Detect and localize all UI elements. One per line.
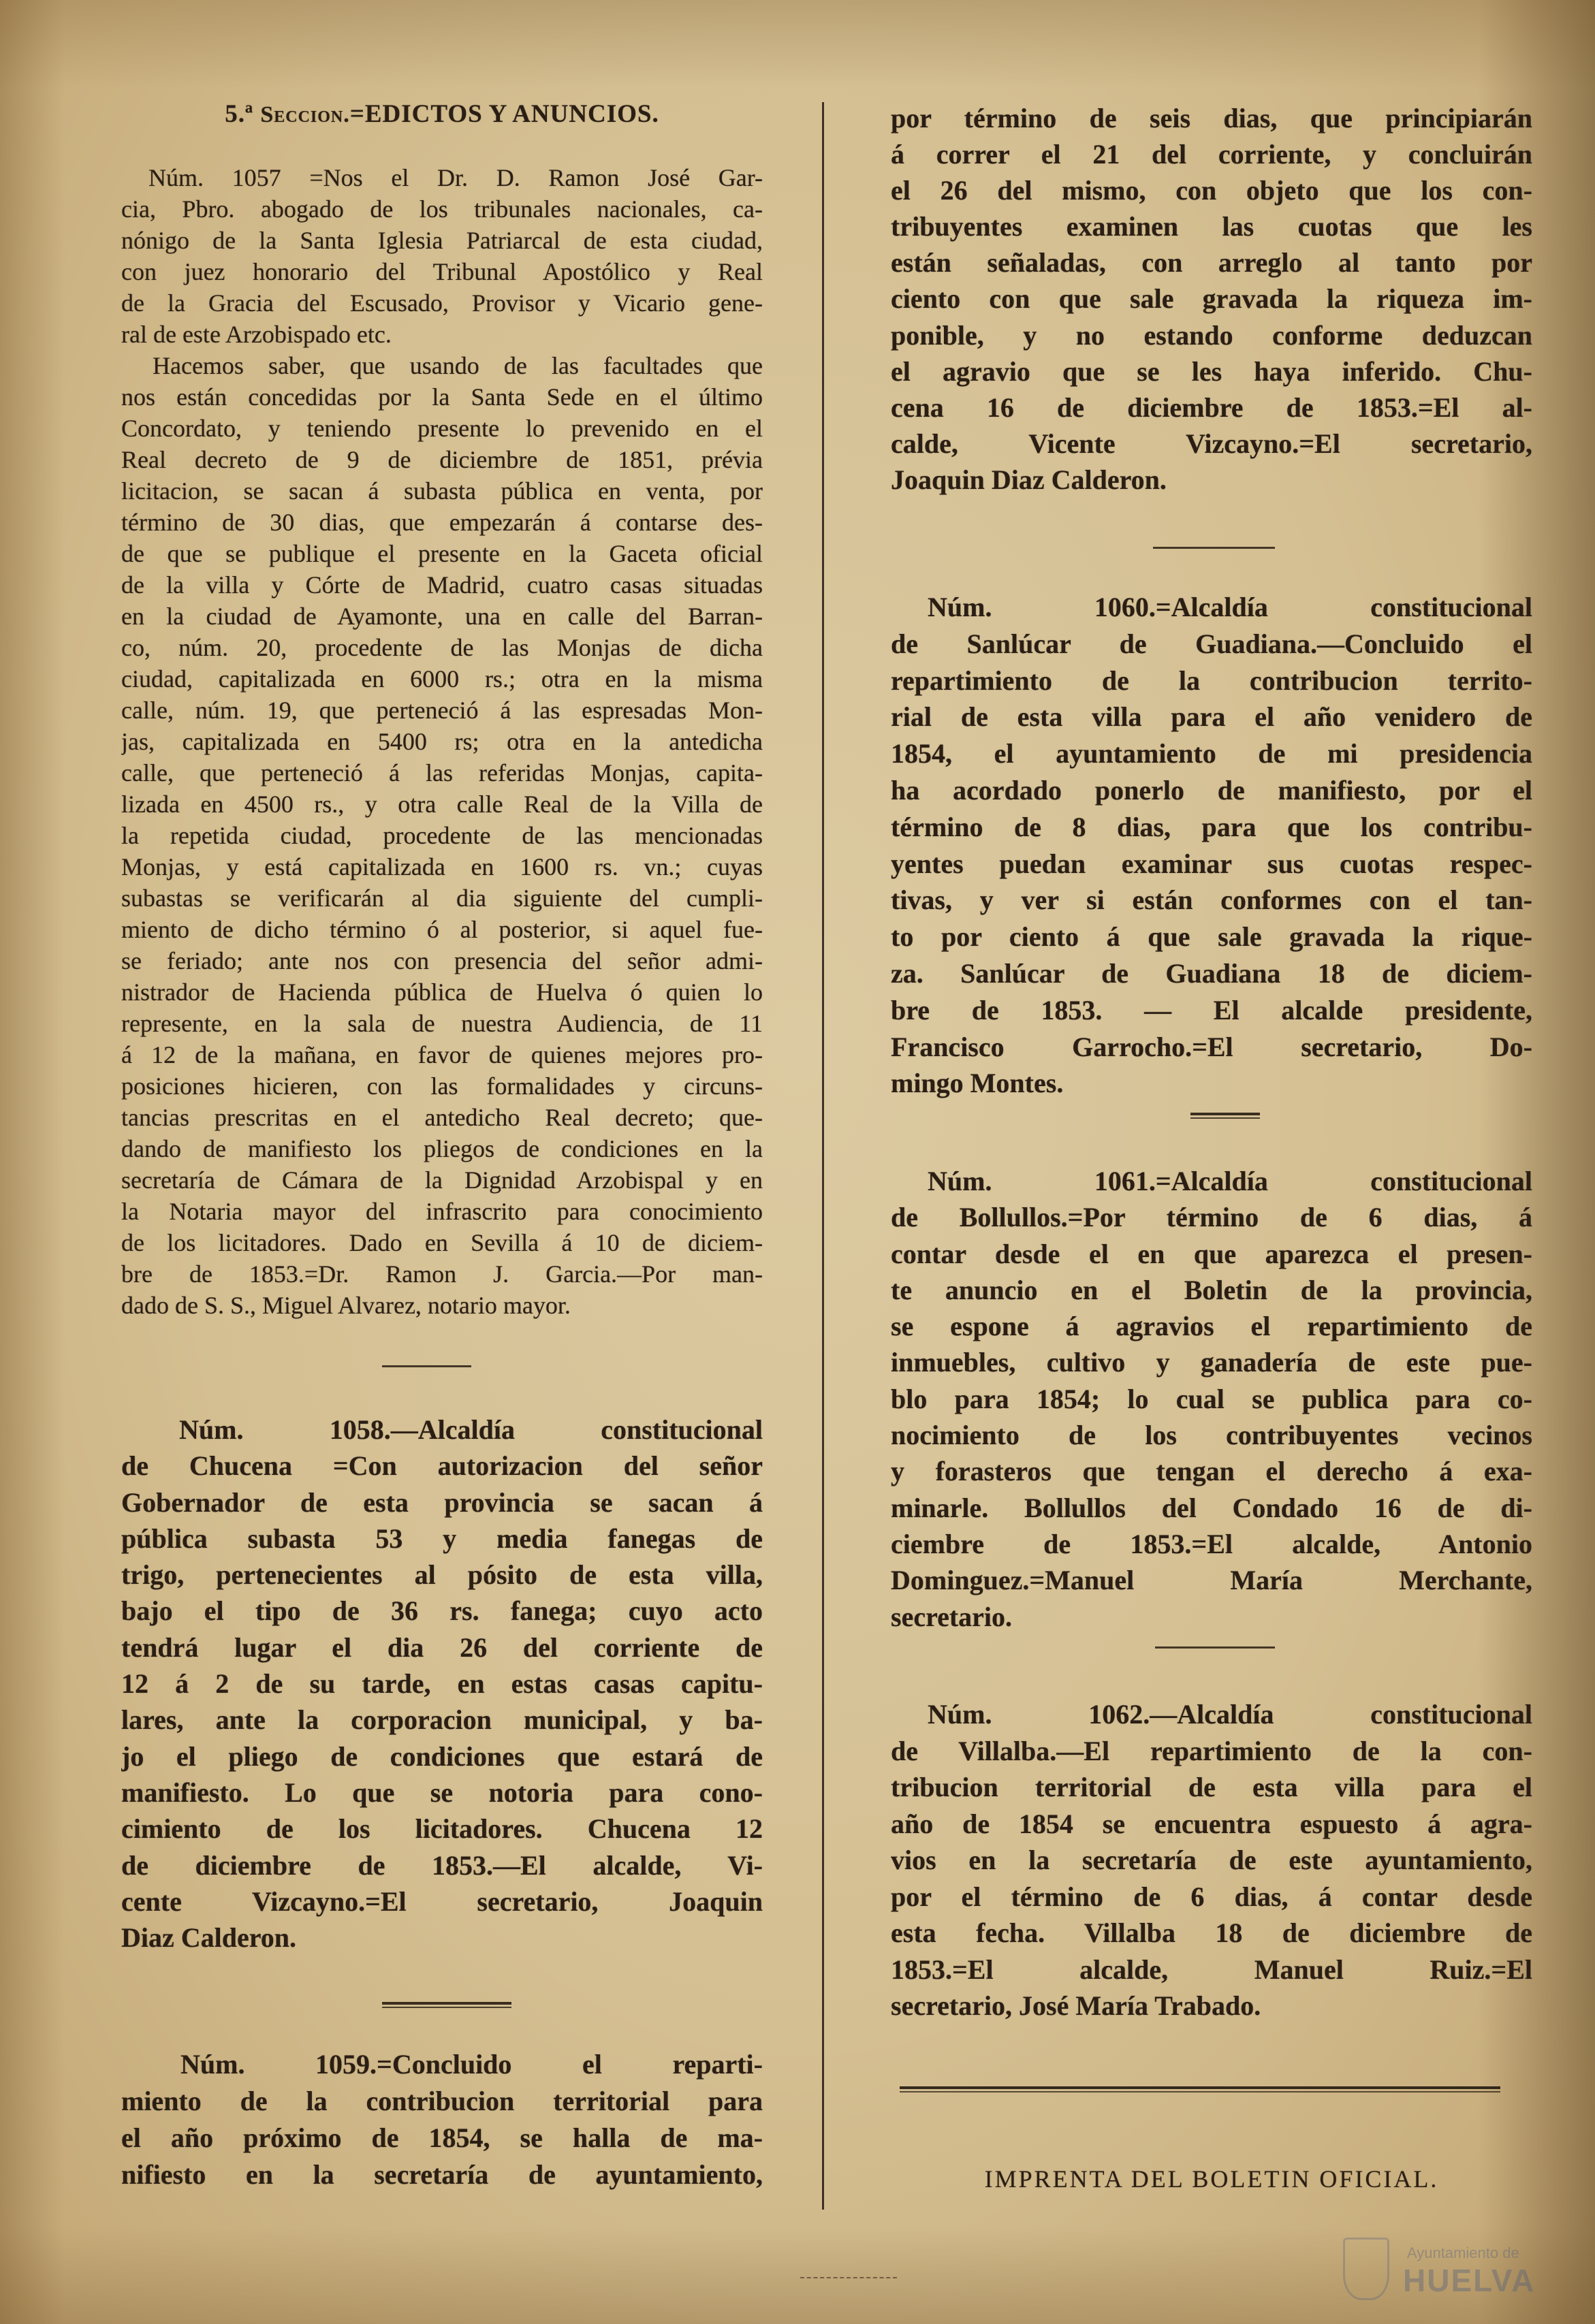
text-line: año de 1854 se encuentra espuesto á agra- xyxy=(891,1808,1532,1839)
text-line: ha acordado ponerlo de manifiesto, por el xyxy=(891,774,1532,806)
text-line: repartimiento de la contribucion territo- xyxy=(891,665,1532,696)
text-line: 1854, el ayuntamiento de mi presidencia xyxy=(891,738,1532,769)
article-1062-body xyxy=(891,1696,1532,2024)
text-line: de que se publique el presente en la Gaceta oficial xyxy=(121,540,763,567)
text-line: Núm. 1059.=Concluido el reparti- xyxy=(180,2049,763,2080)
text-line: bajo el tipo de 36 rs. fanega; cuyo acto xyxy=(121,1595,763,1627)
text-line: subastas se verificarán al dia siguiente del cumpli- xyxy=(121,885,763,912)
text-line: trigo, pertenecientes al pósito de esta villa, xyxy=(121,1559,763,1591)
text-line: Gobernador de esta provincia se sacan á xyxy=(121,1486,763,1518)
column-divider xyxy=(822,102,824,2210)
text-line: nocimiento de los contribuyentes vecinos xyxy=(891,1420,1532,1451)
article-1058 xyxy=(121,1412,763,1956)
text-line: están señaladas, con arreglo al tanto por xyxy=(891,247,1532,278)
article-1061-body xyxy=(891,1163,1532,1635)
article-1059-part1 xyxy=(121,2046,763,2193)
text-line: por término de seis dias, que principiarán xyxy=(891,103,1532,133)
article-1062 xyxy=(891,1696,1532,2024)
text-line: término de 30 dias, que empezarán á contarse des- xyxy=(121,509,763,536)
text-line: de los licitadores. Dado en Sevilla á 10 de diciem- xyxy=(121,1229,763,1256)
text-line: secretario, José María Trabado. xyxy=(891,1990,1261,2021)
article-1058-body xyxy=(121,1412,763,1956)
text-line: Núm. 1062.—Alcaldía constitucional xyxy=(928,1699,1532,1730)
text-line: lizada en 4500 rs., y otra calle Real de la Villa de xyxy=(121,791,763,818)
text-line: pública subasta 53 y media fanegas de xyxy=(121,1523,763,1554)
text-line: posiciones hicieren, con las formalidades y circuns- xyxy=(121,1072,763,1100)
article-1060 xyxy=(891,589,1532,1102)
text-line: de la Gracia del Escusado, Provisor y Vicario gene- xyxy=(121,289,763,317)
text-line: á correr el 21 del corriente, y concluirán xyxy=(891,139,1532,170)
text-line: blo para 1854; lo cual se publica para co- xyxy=(891,1383,1532,1414)
text-line: el agravio que se les haya inferido. Chu- xyxy=(891,355,1532,387)
article-1060-body xyxy=(891,589,1532,1102)
text-line: tribuyentes examinen las cuotas que les xyxy=(891,211,1532,242)
separator-rule xyxy=(1153,547,1275,549)
text-line: Monjas, y está capitalizada en 1600 rs. vn.; cuyas xyxy=(121,853,763,880)
article-1057-preamble xyxy=(121,162,763,350)
text-line: esta fecha. Villalba 18 de diciembre de xyxy=(891,1917,1532,1948)
text-line: bre de 1853. — El alcalde presidente, xyxy=(891,994,1532,1025)
text-line: cente Vizcayno.=El secretario, Joaquin xyxy=(121,1885,763,1917)
article-1057-body xyxy=(121,350,763,1321)
text-line: Concordato, y teniendo presente lo prevenido en el xyxy=(121,415,763,442)
text-line: y forasteros que tengan el derecho á exa- xyxy=(891,1456,1532,1487)
text-line: calde, Vicente Vizcayno.=El secretario, xyxy=(891,428,1532,459)
text-line: za. Sanlúcar de Guadiana 18 de diciem- xyxy=(891,957,1532,989)
text-line: 1853.=El alcalde, Manuel Ruiz.=El xyxy=(891,1954,1532,1985)
text-line: manifiesto. Lo que se notoria para cono- xyxy=(121,1777,763,1808)
text-line: miento de la contribucion territorial para xyxy=(121,2086,763,2116)
text-line: Núm. 1058.—Alcaldía constitucional xyxy=(179,1414,763,1445)
text-line: Núm. 1057 =Nos el Dr. D. Ramon José Gar- xyxy=(148,164,763,191)
text-line: co, núm. 20, procedente de las Monjas de dicha xyxy=(121,634,763,661)
text-line: tancias prescritas en el antedicho Real decreto; que- xyxy=(121,1104,763,1131)
text-line: to por ciento á que sale gravada la rique- xyxy=(891,921,1532,953)
text-line: con juez honorario del Tribunal Apostólico y Real xyxy=(121,258,763,285)
text-line: cena 16 de diciembre de 1853.=El al- xyxy=(891,392,1532,423)
text-line: Francisco Garrocho.=El secretario, Do- xyxy=(891,1031,1532,1062)
text-line: tivas, y ver si están conformes con el tan- xyxy=(891,885,1532,916)
separator-rule xyxy=(1155,1646,1275,1649)
text-line: miento de dicho término ó al posterior, si aquel fue- xyxy=(121,916,763,943)
section-number: 5.ª xyxy=(225,100,254,128)
text-line: ciudad, capitalizada en 6000 rs.; otra en la misma xyxy=(121,665,763,693)
text-line: licitacion, se sacan á subasta pública en venta, por xyxy=(121,477,763,505)
separator-double-rule xyxy=(1190,1113,1260,1119)
text-line: nónigo de la Santa Iglesia Patriarcal de esta ciudad, xyxy=(121,227,763,254)
text-line: cimiento de los licitadores. Chucena 12 xyxy=(121,1813,763,1845)
text-line: lares, ante la corporacion municipal, y ba- xyxy=(121,1704,763,1736)
article-1057 xyxy=(121,162,763,1321)
text-line: de Bollullos.=Por término de 6 dias, á xyxy=(891,1202,1532,1233)
article-1061 xyxy=(891,1163,1532,1635)
text-line: nistrador de Hacienda pública de Huelva ó quien lo xyxy=(121,978,763,1006)
text-line: rial de esta villa para el año venidero de xyxy=(891,701,1532,733)
text-line: contar desde el en que aparezca el presen- xyxy=(891,1238,1532,1269)
archive-watermark xyxy=(1342,2235,1546,2303)
text-line: mingo Montes. xyxy=(891,1068,1064,1099)
article-1059-part2 xyxy=(891,100,1532,498)
text-line: jo el pliego de condiciones que estará de xyxy=(121,1740,763,1772)
text-line: en la ciudad de Ayamonte, una en calle del Barran- xyxy=(121,603,763,630)
article-1059-body-start xyxy=(121,2046,763,2193)
printer-imprint: IMPRENTA DEL BOLETIN OFICIAL. xyxy=(984,2165,1439,2193)
text-line: inmuebles, cultivo y ganadería de este pue- xyxy=(891,1347,1532,1378)
text-line: Núm. 1061.=Alcaldía constitucional xyxy=(928,1166,1532,1196)
section-header xyxy=(121,95,763,133)
text-line: de diciembre de 1853.—El alcalde, Vi- xyxy=(121,1849,763,1881)
text-line: de Chucena =Con autorizacion del señor xyxy=(121,1450,763,1482)
text-line: nifiesto en la secretaría de ayuntamiento, xyxy=(121,2159,763,2190)
watermark-line1: Ayuntamiento de xyxy=(1407,2244,1519,2261)
text-line: jas, capitalizada en 5400 rs; otra en la antedicha xyxy=(121,728,763,755)
text-line: se espone á agravios el repartimiento de xyxy=(891,1311,1532,1342)
bottom-dashed-rule xyxy=(800,2277,897,2278)
text-line: á 12 de la mañana, en favor de quienes mejores pro- xyxy=(121,1041,763,1068)
text-line: yentes puedan examinar sus cuotas respec- xyxy=(891,848,1532,879)
text-line: tendrá lugar el dia 26 del corriente de xyxy=(121,1631,763,1663)
text-line: Dominguez.=Manuel María Merchante, xyxy=(891,1565,1532,1596)
text-line: ral de este Arzobispado etc. xyxy=(121,321,392,348)
text-line: Hacemos saber, que usando de las facultades que xyxy=(153,352,763,379)
text-line: tribucion territorial de esta villa para el xyxy=(891,1772,1532,1802)
section-title: =EDICTOS Y ANUNCIOS. xyxy=(349,100,659,128)
text-line: de Villalba.—El repartimiento de la con- xyxy=(891,1735,1532,1766)
text-line: de la villa y Córte de Madrid, cuatro casas situadas xyxy=(121,571,763,599)
text-line: represente, en la sala de nuestra Audiencia, de 11 xyxy=(121,1010,763,1037)
text-line: la repetida ciudad, procedente de las mencionadas xyxy=(121,822,763,849)
text-line: Joaquin Diaz Calderon. xyxy=(891,464,1167,495)
text-line: calle, que perteneció á las referidas Monjas, capita- xyxy=(121,759,763,786)
imprint-rule xyxy=(900,2086,1500,2092)
section-label: Seccion. xyxy=(260,102,350,127)
text-line: 12 á 2 de su tarde, en estas casas capitu- xyxy=(121,1668,763,1700)
text-line: dado de S. S., Miguel Alvarez, notario mayor. xyxy=(121,1292,571,1319)
text-line: secretaría de Cámara de la Dignidad Arzobispal y en xyxy=(121,1166,763,1194)
text-line: vios en la secretaría de este ayuntamiento, xyxy=(891,1845,1532,1875)
text-line: término de 8 dias, para que los contribu- xyxy=(891,811,1532,842)
text-line: Núm. 1060.=Alcaldía constitucional xyxy=(928,592,1532,622)
text-line: por el término de 6 dias, á contar desde xyxy=(891,1881,1532,1912)
text-line: Real decreto de 9 de diciembre de 1851, prévia xyxy=(121,446,763,473)
text-line: la Notaria mayor del infrascrito para conocimiento xyxy=(121,1198,763,1225)
crest-icon xyxy=(1343,2238,1389,2300)
text-line: el año próximo de 1854, se halla de ma- xyxy=(121,2122,763,2153)
text-line: de Sanlúcar de Guadiana.—Concluido el xyxy=(891,628,1532,659)
text-line: dando de manifiesto los pliegos de condiciones en la xyxy=(121,1135,763,1162)
text-line: ciembre de 1853.=El alcalde, Antonio xyxy=(891,1528,1532,1559)
text-line: secretario. xyxy=(891,1601,1013,1632)
article-1059-body-end xyxy=(891,100,1532,498)
separator-double-rule xyxy=(382,2002,511,2008)
text-line: calle, núm. 19, que perteneció á las espresadas Mon- xyxy=(121,697,763,724)
text-line: bre de 1853.=Dr. Ramon J. Garcia.—Por man- xyxy=(121,1260,763,1288)
separator-rule xyxy=(382,1365,471,1367)
watermark-line2: HUELVA xyxy=(1403,2263,1536,2298)
text-line: cia, Pbro. abogado de los tribunales nacionales, ca- xyxy=(121,195,763,223)
text-line: nos están concedidas por la Santa Sede en el último xyxy=(121,383,763,411)
text-line: el 26 del mismo, con objeto que los con- xyxy=(891,175,1532,206)
text-line: minarle. Bollullos del Condado 16 de di- xyxy=(891,1492,1532,1523)
text-line: Diaz Calderon. xyxy=(121,1922,297,1954)
text-line: se feriado; ante nos con presencia del señor admi- xyxy=(121,947,763,974)
text-line: ponible, y no estando conforme deduzcan xyxy=(891,319,1532,351)
text-line: ciento con que sale gravada la riqueza im- xyxy=(891,283,1532,315)
text-line: te anuncio en el Boletin de la provincia, xyxy=(891,1274,1532,1305)
